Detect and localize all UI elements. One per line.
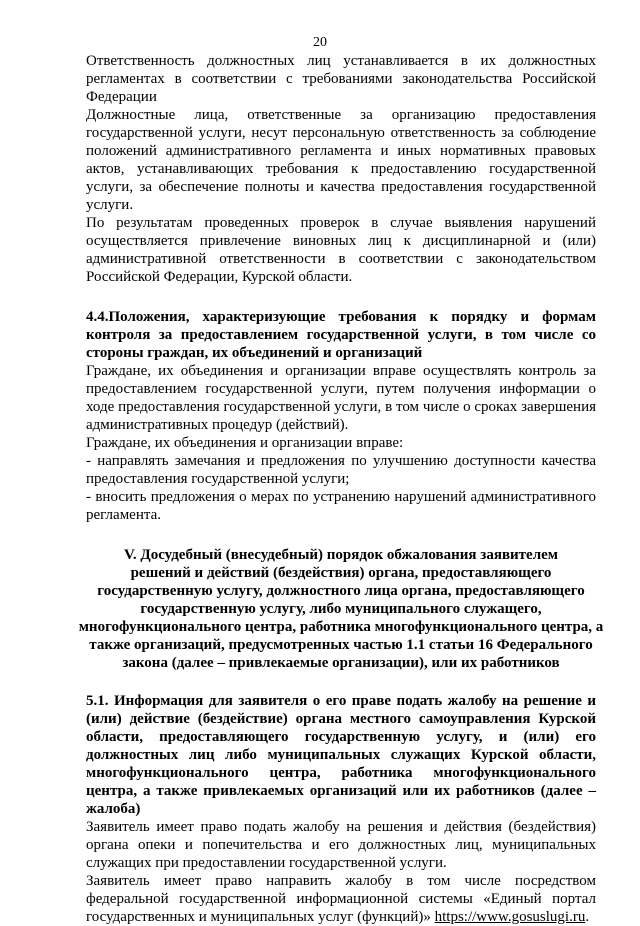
section-v-heading: V. Досудебный (внесудебный) порядок обжалования заявителем решений и действий (бездействия) органа, предоставляющего государственную услугу, должностного лица органа, предоставляющего государственную услугу, либо муниципального служащего, многофункционального центра, работника многофункционального центра, а также организаций, предусмотренных частью 1.1 статьи 16 Федерального закона (далее – привлекаемые организации), или их работников bbox=[78, 547, 604, 671]
heading-5-1: 5.1. Информация для заявителя о его праве подать жалобу на решение и (или) действие (бездействие) органа местного самоуправления Курской области, предоставляющего государственную услугу, и (или) его должностных лиц либо муниципальных служащих Курской области, многофункционального центра, работника многофункционального центра, а также привлекаемых организаций или их работников (далее – жалоба) bbox=[86, 693, 596, 817]
paragraph-complaint-portal: Заявитель имеет право направить жалобу в том числе посредством федеральной государственной информационной системы «Единый портал государственных и муниципальных услуг (функций)» https://www.gosuslugi.ru. bbox=[86, 873, 596, 925]
list-item-remarks: - направлять замечания и предложения по улучшению доступности качества предоставления государственной услуги; bbox=[86, 453, 596, 487]
page-number: 20 bbox=[313, 35, 327, 50]
paragraph-citizen-rights: Граждане, их объединения и организации вправе: bbox=[86, 435, 404, 451]
paragraph-complaint-right: Заявитель имеет право подать жалобу на решения и действия (бездействия) органа опеки и попечительства и его должностных лиц, муниципальных служащих при предоставлении государственной услуги. bbox=[86, 819, 596, 871]
paragraph-officials: Должностные лица, ответственные за организацию предоставления государственной услуги, несут персональную ответственность за соблюдение положений административного регламента и иных нормативных правовых актов, устанавливающих требования к предоставлению государственной услуги, за обеспечение полноты и качества предоставления государственной услуги. bbox=[86, 107, 596, 213]
gosuslugi-link[interactable]: https://www.gosuslugi.ru bbox=[434, 909, 586, 925]
document-body bbox=[78, 52, 604, 926]
heading-4-4: 4.4.Положения, характеризующие требования к порядку и формам контроля за предоставлением государственной услуги, в том числе со стороны граждан, их объединений и организаций bbox=[86, 309, 596, 361]
paragraph-citizen-control: Граждане, их объединения и организации вправе осуществлять контроль за предоставлением государственной услуги, путем получения информации о ходе предоставления государственной услуги, в том числе о сроках завершения административных процедур (действий). bbox=[86, 363, 596, 433]
paragraph-inspection-results: По результатам проведенных проверок в случае выявления нарушений осуществляется привлечение виновных лиц к дисциплинарной и (или) административной ответственности в соответствии с законодательством Российской Федерации, Курской области. bbox=[86, 215, 596, 285]
list-item-proposals: - вносить предложения о мерах по устранению нарушений административного регламента. bbox=[86, 489, 596, 523]
paragraph-responsibility: Ответственность должностных лиц устанавливается в их должностных регламентах в соответствии с требованиями законодательства Российской Федерации bbox=[86, 53, 596, 105]
